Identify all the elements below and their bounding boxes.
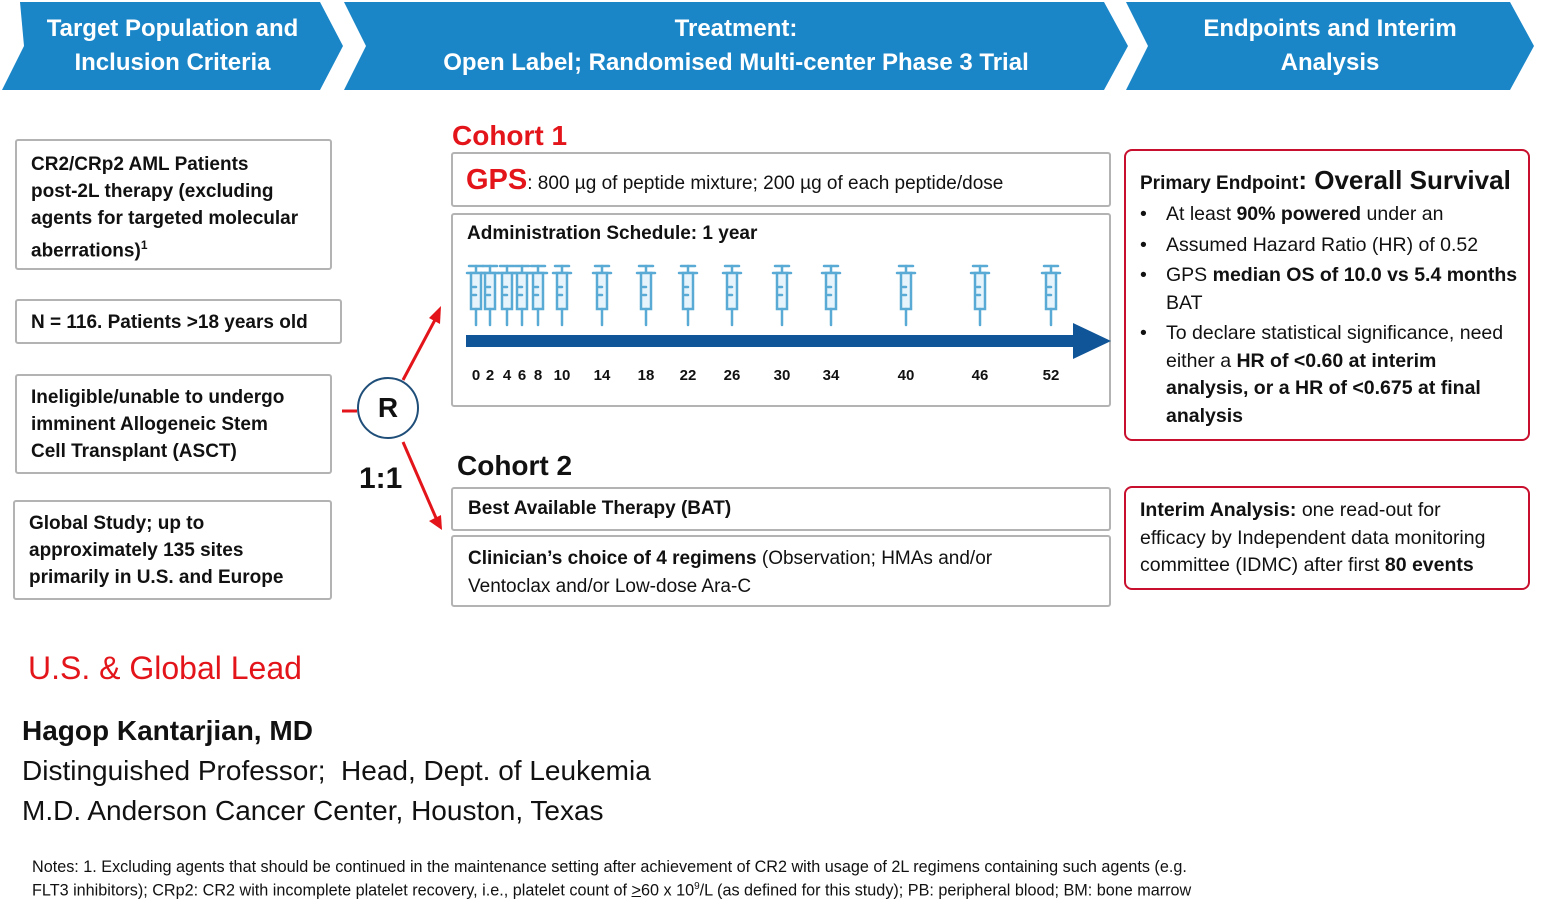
syringe-icon <box>897 266 915 325</box>
interim-text: one read-out for <box>1296 499 1441 521</box>
bullet-dot: • <box>1140 264 1147 286</box>
syringe-icon <box>1042 266 1060 325</box>
week-label: 2 <box>485 367 495 384</box>
syringe-icon <box>553 266 571 325</box>
schedule-box <box>451 213 1111 407</box>
week-label: 6 <box>517 367 527 384</box>
header-line: Inclusion Criteria <box>74 49 271 76</box>
criteria-line: Cell Transplant (ASCT) <box>31 441 237 462</box>
cohort1-title: Cohort 1 <box>452 120 568 151</box>
interim-line <box>1140 552 1485 580</box>
interim-bold: 80 events <box>1384 554 1474 576</box>
syringe-icon <box>723 266 741 325</box>
syringe-icon <box>679 266 697 325</box>
gps-description: : 800 µg of peptide mixture; 200 µg of each peptide/dose <box>527 173 1004 194</box>
bullet-text: BAT <box>1166 291 1203 314</box>
header-line: Analysis <box>1280 49 1380 76</box>
interim-label: Interim Analysis: <box>1140 499 1297 521</box>
footnote-text: FLT3 inhibitors); CRp2: CR2 with incomplete platelet recovery, i.e., platelet count of <box>32 881 632 900</box>
bullet-bold: 90% powered <box>1236 203 1362 225</box>
bat-text: Best Available Therapy (BAT) <box>468 498 732 519</box>
lead-institution: M.D. Anderson Cancer Center, Houston, Texas <box>22 795 604 826</box>
syringe-icon <box>481 266 499 325</box>
week-label: 8 <box>533 367 543 384</box>
bullet-text: At least <box>1166 203 1237 225</box>
week-label: 46 <box>971 367 989 384</box>
timeline-arrowhead <box>1073 323 1111 359</box>
week-label: 52 <box>1042 367 1060 384</box>
criteria-line: N = 116. Patients >18 years old <box>31 312 308 333</box>
criteria-line: imminent Allogeneic Stem <box>31 414 268 435</box>
regimens-box <box>451 535 1111 607</box>
bullet-dot: • <box>1140 322 1147 344</box>
footnote-line <box>32 877 1191 900</box>
bullet-item <box>1138 232 1530 260</box>
bullet-item <box>1138 201 1530 229</box>
week-label: 4 <box>502 367 512 384</box>
bullet-text: under an <box>1361 203 1444 225</box>
week-label: 30 <box>773 367 791 384</box>
bullet-item <box>1138 320 1530 430</box>
interim-text: committee (IDMC) after first <box>1140 554 1385 576</box>
bullet-text: either a <box>1166 349 1237 372</box>
bat-box <box>451 487 1111 531</box>
regimens-line <box>468 545 992 573</box>
syringe-icon <box>498 266 516 325</box>
bullet-bold: analysis, or a HR of <0.675 at final <box>1166 377 1481 399</box>
arrow-up-line <box>403 318 436 380</box>
regimens-bold: Clinician’s choice of 4 regimens <box>468 548 757 569</box>
week-label: 34 <box>822 367 840 384</box>
week-label: 0 <box>471 367 481 384</box>
criteria-line: CR2/CRp2 AML Patients <box>31 154 249 175</box>
cohort2-title: Cohort 2 <box>457 450 573 481</box>
week-label: 10 <box>553 367 571 384</box>
criteria-line: primarily in U.S. and Europe <box>29 567 284 588</box>
syringe-icon <box>529 266 547 325</box>
lead-name: Hagop Kantarjian, MD <box>22 715 313 746</box>
header-line: Open Label; Randomised Multi-center Phase 3 Trial <box>443 49 1029 76</box>
regimens-line: Ventoclax and/or Low-dose Ara-C <box>468 576 752 597</box>
randomization-circle: R <box>357 377 419 439</box>
syringe-icon <box>637 266 655 325</box>
footnote-text: 60 x 10 <box>640 881 695 900</box>
timeline-bar <box>466 335 1076 347</box>
bullet-dot: • <box>1140 233 1147 256</box>
criteria-line: Ineligible/unable to undergo <box>31 387 285 408</box>
bullet-text: To declare statistical significance, need <box>1166 322 1504 344</box>
week-label: 40 <box>897 367 915 384</box>
interim-line <box>1140 497 1485 525</box>
footnote-text: /L (as defined for this study); PB: peripheral blood; BM: bone marrow <box>699 881 1192 900</box>
bullet-text: Assumed Hazard Ratio (HR) of 0.52 <box>1166 233 1479 256</box>
primary-endpoint-label: Primary Endpoint <box>1140 173 1299 194</box>
week-label: 14 <box>593 367 611 384</box>
criteria-text: aberrations) <box>31 240 141 262</box>
footnote-sup: 9 <box>694 881 700 892</box>
interim-analysis-box <box>1124 486 1530 590</box>
footnote-marker: 1 <box>140 238 148 252</box>
endpoint-bullets <box>1138 201 1530 430</box>
bullet-bold: HR of <0.60 at interim <box>1236 349 1437 372</box>
randomization-ratio: 1:1 <box>359 462 403 495</box>
primary-endpoint-box <box>1124 149 1530 441</box>
syringe-icon <box>467 266 485 325</box>
bullet-dot: • <box>1140 203 1147 225</box>
syringe-icon <box>822 266 840 325</box>
criteria-line: Global Study; up to <box>29 513 205 534</box>
lead-title: U.S. & Global Lead <box>28 650 302 686</box>
interim-line: efficacy by Independent data monitoring <box>1140 526 1486 549</box>
header-line: Target Population and <box>46 15 299 42</box>
footnotes <box>32 858 1191 900</box>
lead-role: Distinguished Professor; Head, Dept. of Leukemia <box>22 755 651 786</box>
arrow-down-line <box>403 442 436 518</box>
header-line: Treatment: <box>674 15 798 42</box>
bullet-text: GPS <box>1166 264 1213 286</box>
syringe-icon <box>593 266 611 325</box>
syringe-icon <box>971 266 989 325</box>
bullet-bold: analysis <box>1166 404 1243 427</box>
regimens-rest: (Observation; HMAs and/or <box>756 548 993 569</box>
week-label: 26 <box>723 367 741 384</box>
criteria-line: approximately 135 sites <box>29 540 244 561</box>
schedule-title: Administration Schedule: 1 year <box>467 223 758 244</box>
week-label: 18 <box>637 367 655 384</box>
footnote-line: Notes: 1. Excluding agents that should be continued in the maintenance setting after achievement of CR2 with usage of 2L regimens containing such agents (e.g. <box>32 858 1187 876</box>
gps-box <box>451 152 1111 207</box>
week-label: 22 <box>679 367 697 384</box>
primary-endpoint-value: : Overall Survival <box>1298 165 1511 195</box>
bullet-bold: median OS of 10.0 vs 5.4 months <box>1212 264 1518 286</box>
syringe-icon <box>773 266 791 325</box>
criteria-line: post-2L therapy (excluding <box>31 181 274 202</box>
gps-label: GPS <box>466 164 528 196</box>
header-line: Endpoints and Interim <box>1203 15 1457 42</box>
criteria-line: agents for targeted molecular <box>31 208 299 229</box>
footnote-ge: > <box>631 881 641 900</box>
bullet-item <box>1138 262 1530 317</box>
syringe-icon <box>513 266 531 325</box>
